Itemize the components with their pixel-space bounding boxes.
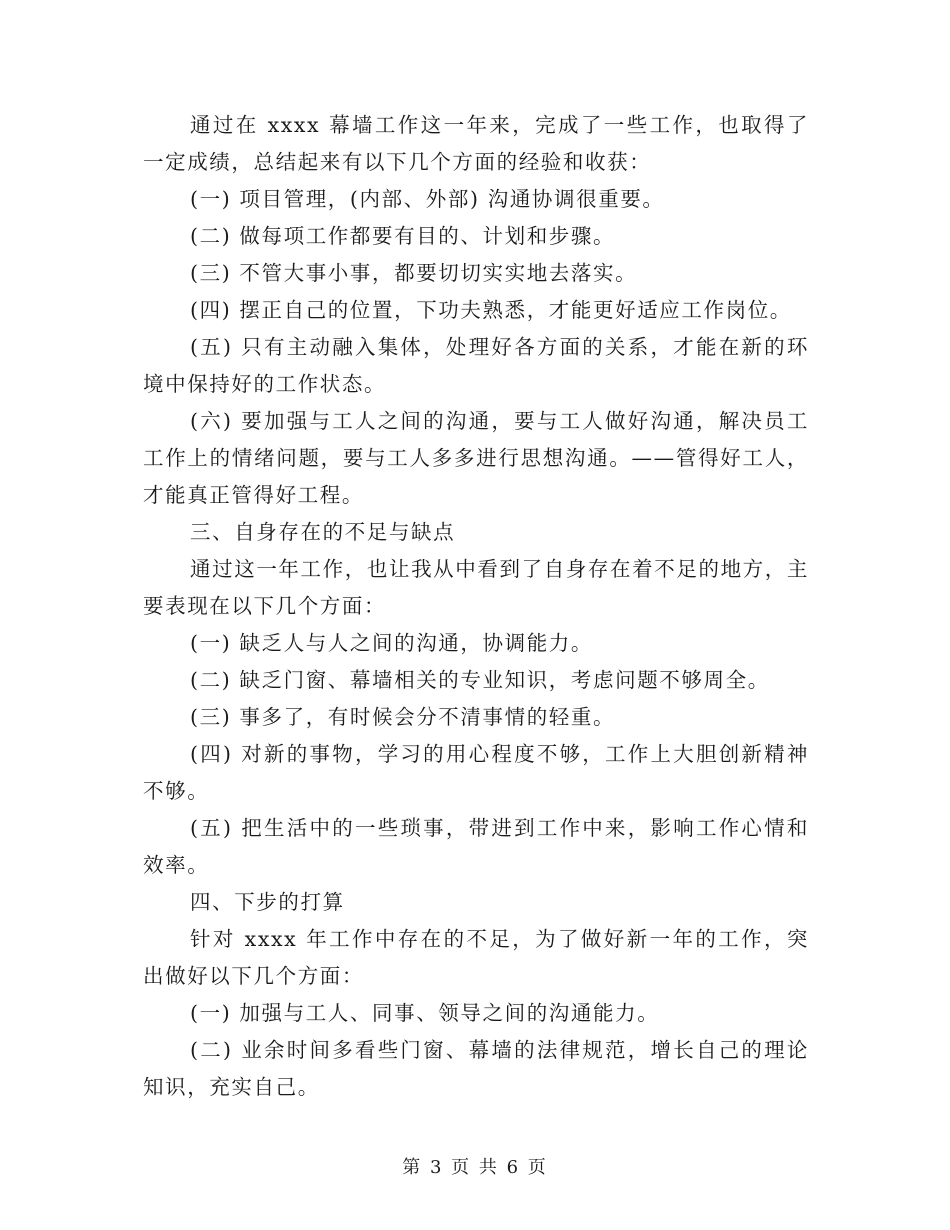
paragraph-shortcoming-4: (四) 对新的事物，学习的用心程度不够，工作上大胆创新精神不够。	[143, 742, 809, 803]
paragraph-shortcoming-1: (一) 缺乏人与人之间的沟通，协调能力。	[190, 631, 594, 655]
page-number-footer: 第 3 页 共 6 页	[402, 1157, 548, 1178]
document-body	[143, 107, 809, 1106]
paragraph-next-steps-intro: 针对 xxxx 年工作中存在的不足，为了做好新一年的工作，突出做好以下几个方面：	[143, 927, 809, 988]
paragraph-experience-6: (六) 要加强与工人之间的沟通，要与工人做好沟通，解决员工工作上的情绪问题，要与工人多多进行思想沟通。——管得好工人，才能真正管得好工程。	[143, 409, 809, 507]
paragraph-experience-5: (五) 只有主动融入集体，处理好各方面的关系，才能在新的环境中保持好的工作状态。	[143, 335, 809, 396]
paragraph-experience-2: (二) 做每项工作都要有目的、计划和步骤。	[190, 224, 616, 248]
paragraph-shortcoming-5: (五) 把生活中的一些琐事，带进到工作中来，影响工作心情和效率。	[143, 816, 809, 877]
paragraph-shortcoming-3: (三) 事多了，有时候会分不清事情的轻重。	[190, 705, 616, 729]
paragraph-plan-2: (二) 业余时间多看些门窗、幕墙的法律规范，增长自己的理论知识，充实自己。	[143, 1038, 809, 1099]
paragraph-experience-1: (一) 项目管理，(内部、外部) 沟通协调很重要。	[190, 187, 665, 211]
paragraph-intro: 通过在 xxxx 幕墙工作这一年来，完成了一些工作，也取得了一定成绩，总结起来有以下几个方面的经验和收获：	[143, 113, 809, 174]
paragraph-shortcoming-2: (二) 缺乏门窗、幕墙相关的专业知识，考虑问题不够周全。	[190, 668, 770, 692]
paragraph-shortcomings-intro: 通过这一年工作，也让我从中看到了自身存在着不足的地方，主要表现在以下几个方面：	[143, 557, 809, 618]
paragraph-plan-1: (一) 加强与工人、同事、领导之间的沟通能力。	[190, 1001, 660, 1025]
paragraph-experience-4: (四) 摆正自己的位置，下功夫熟悉，才能更好适应工作岗位。	[190, 298, 792, 322]
section-heading-next-steps: 四、下步的打算	[190, 890, 345, 914]
paragraph-experience-3: (三) 不管大事小事，都要切切实实地去落实。	[190, 261, 638, 285]
section-heading-shortcomings: 三、自身存在的不足与缺点	[190, 520, 456, 544]
